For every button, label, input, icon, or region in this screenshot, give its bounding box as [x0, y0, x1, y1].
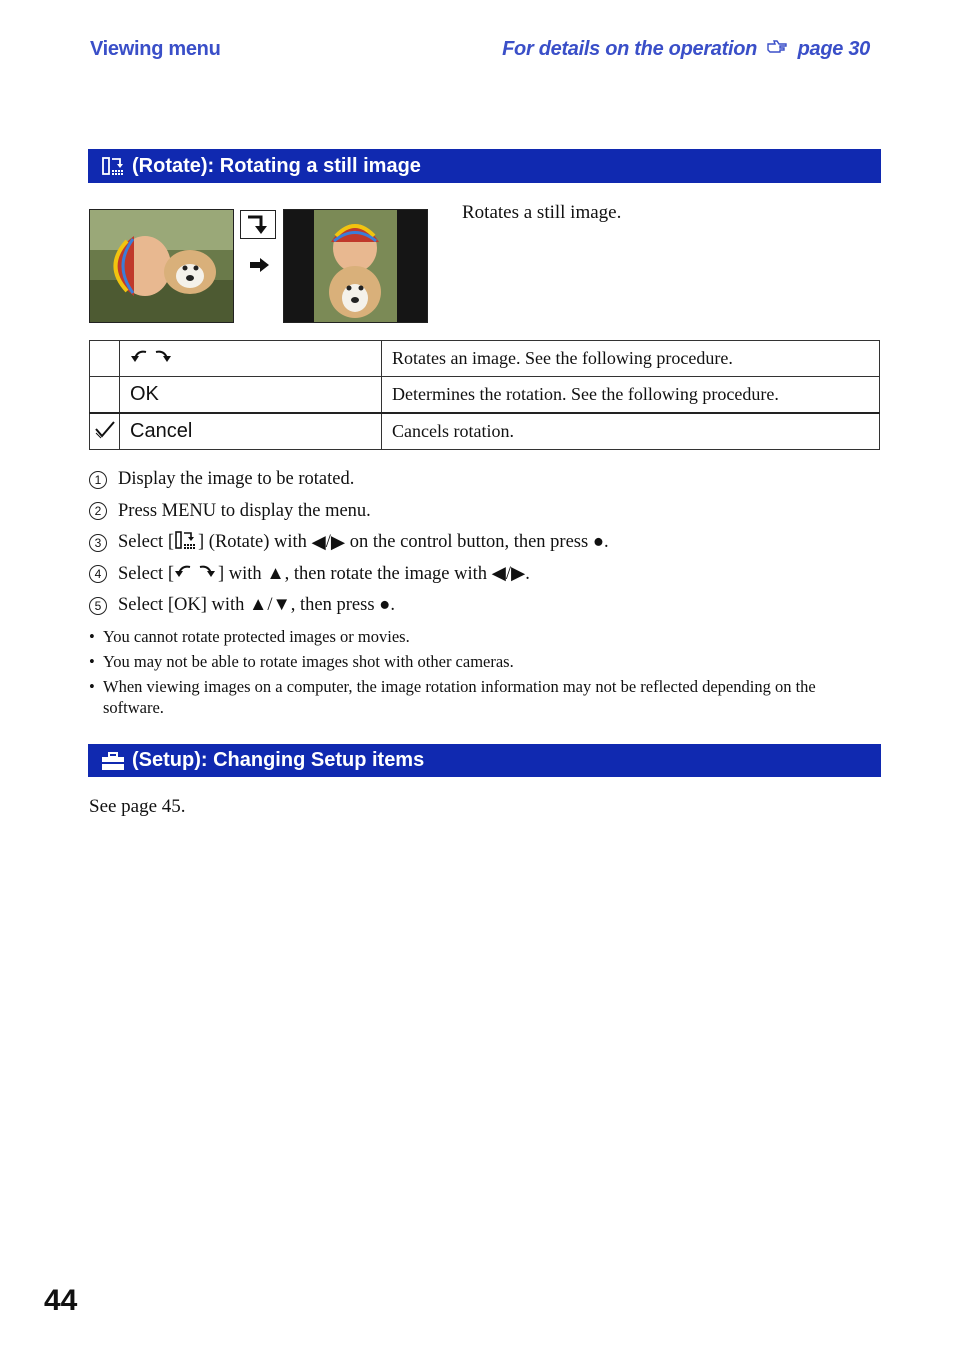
rotate-icon: [174, 529, 198, 557]
pointing-hand-icon: [766, 38, 788, 61]
table-row[interactable]: [90, 377, 880, 414]
details-page: page 30: [797, 38, 870, 60]
step-4: 4 Select [ ] with ▲ , then rotate the image with ◀ / ▶ .: [89, 559, 609, 591]
triangle-up-icon: ▲: [249, 595, 268, 616]
rotate-section-title: (Rotate): Rotating a still image: [132, 154, 421, 177]
triangle-right-icon: ▶: [330, 532, 346, 553]
center-button-icon: ●: [379, 595, 391, 616]
step-1: 1 Display the image to be rotated.: [89, 464, 609, 496]
step-2: 2 Press MENU to display the menu.: [89, 496, 609, 528]
step-3: 3 Select [ ] (Rotate) with ◀ / ▶ on the control button, then press ● .: [89, 527, 609, 559]
list-item: • You may not be able to rotate images shot with other cameras.: [89, 652, 514, 671]
procedure-steps: [89, 464, 609, 622]
option-description: Rotates an image. See the following procedure.: [382, 341, 880, 377]
center-button-icon: ●: [592, 532, 604, 553]
setup-see-page: See page 45.: [89, 796, 186, 817]
setup-section-heading: [88, 744, 881, 777]
arrow-right-icon: [249, 257, 271, 278]
triangle-left-icon: ◀: [311, 532, 326, 553]
triangle-left-icon: ◀: [491, 564, 506, 585]
photo-before: [89, 209, 234, 323]
options-table: [89, 340, 880, 450]
triangle-down-icon: ▼: [272, 595, 291, 616]
list-item: • You cannot rotate protected images or movies.: [89, 627, 410, 646]
option-description: Determines the rotation. See the following procedure.: [382, 377, 880, 414]
triangle-up-icon: ▲: [266, 563, 285, 584]
photo-after: [283, 209, 428, 323]
table-row[interactable]: [90, 413, 880, 450]
rotate-icon: [98, 155, 128, 177]
header-section-title: Viewing menu: [90, 38, 221, 60]
header-details-link[interactable]: [502, 38, 870, 61]
check-icon: [94, 419, 116, 444]
rotate-section-heading: [88, 149, 881, 183]
toolbox-icon: [98, 750, 128, 772]
details-text: For details on the operation: [502, 38, 758, 60]
notes-list: [89, 626, 879, 722]
table-row[interactable]: [90, 341, 880, 377]
option-description: Cancels rotation.: [382, 413, 880, 450]
option-label: OK: [120, 377, 382, 414]
step-5: 5 Select [OK] with ▲ / ▼ , then press ● .: [89, 590, 609, 622]
triangle-right-icon: ▶: [511, 564, 526, 585]
page-number: 44: [44, 1284, 78, 1317]
rotate-description: Rotates a still image.: [462, 202, 622, 223]
rotate-arrows-icon: [174, 561, 218, 587]
setup-section-title: (Setup): Changing Setup items: [132, 749, 425, 771]
rotate-arrows-icon: [130, 346, 174, 372]
option-label: Cancel: [120, 413, 382, 450]
list-item: • When viewing images on a computer, the image rotation information may not be reflected depending on the software.: [89, 677, 816, 717]
rotate-clockwise-icon: [240, 210, 276, 239]
